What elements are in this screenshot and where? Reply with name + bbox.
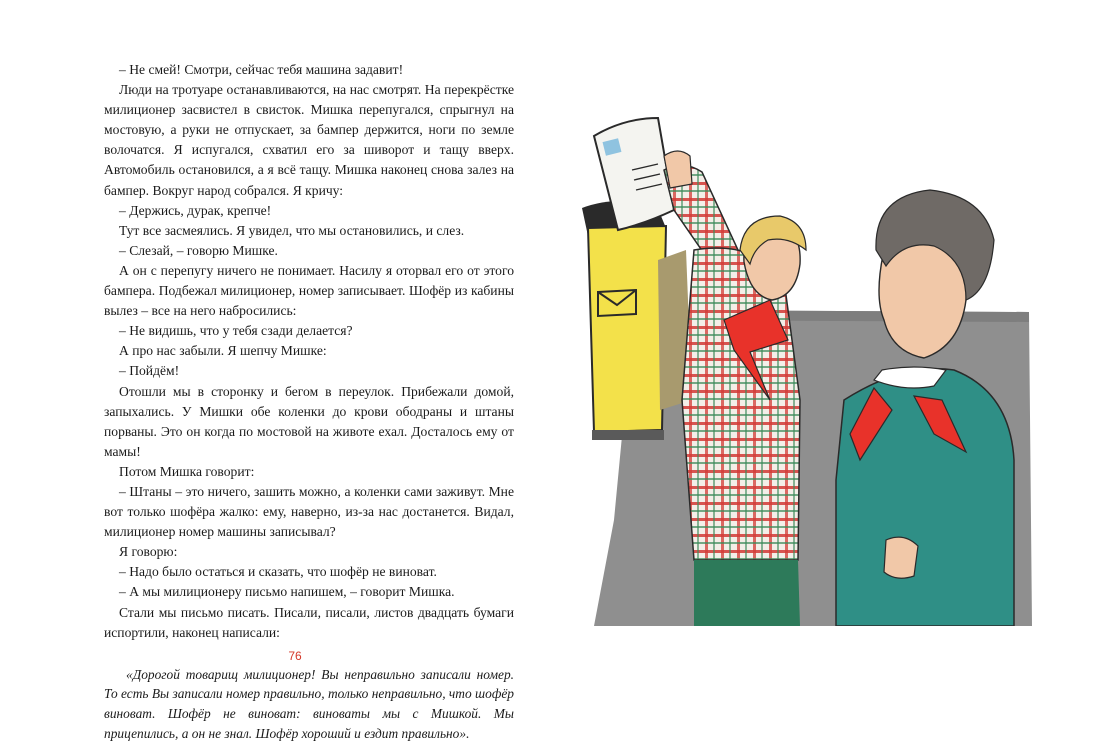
boy-trousers xyxy=(694,560,800,626)
story-paragraph: Люди на тротуаре останавливаются, на нас смотрят. На перекрёстке милиционер засвистел в свисток. Мишка перепугался, спрыгнул на мостовую, а руки не отпускает, за бампер держится, ноги по земле волочатся. Я испугался, схватил его за шиворот и тащу вверх. Автомобиль остановился, а я всё тащу. Мишка наконец снова залез на бампер. Вокруг народ собрался. Я кричу: xyxy=(104,82,514,198)
mailbox-icon xyxy=(588,226,666,432)
story-paragraph: – Держись, дурак, крепче! xyxy=(119,202,272,218)
story-paragraph: Я говорю: xyxy=(119,544,178,560)
story-paragraph: – А мы милиционеру письмо напишем, – говорит Мишка. xyxy=(119,584,455,600)
story-paragraph: – Не смей! Смотри, сейчас тебя машина задавит! xyxy=(119,62,404,77)
story-paragraph: Отошли мы в сторонку и бегом в переулок. Прибежали домой, запыхались. У Мишки обе коленки до крови ободраны и штаны порваны. Это он когда по мостовой на животе ехал. Досталось ему от мамы! xyxy=(104,383,514,459)
page-number: 76 xyxy=(288,649,302,663)
letter-text: «Дорогой товарищ милиционер! Вы неправильно записали номер. То есть Вы записали номер правильно, только неправильно, что шофёр виноват. Шофёр не виноват: виноваты мы с Мишкой. Мы прицепились, а он не знал. Шофёр хороший и ездит правильно». xyxy=(104,666,514,741)
story-paragraph: – Пойдём! xyxy=(119,363,180,379)
story-paragraph: Тут все засмеялись. Я увидел, что мы остановились, и слез. xyxy=(119,222,465,238)
story-paragraph: – Не видишь, что у тебя сзади делается? xyxy=(119,323,353,339)
story-paragraph: – Надо было остаться и сказать, что шофёр не виноват. xyxy=(119,564,437,580)
story-paragraph: – Слезай, – говорю Мишке. xyxy=(119,242,278,258)
story-text-column xyxy=(104,60,514,743)
story-paragraph: А он с перепугу ничего не понимает. Насилу я оторвал его от этого бампера. Подбежал милиционер, номер записывает. Шофёр из кабины вылез – все на него набросились: xyxy=(104,262,514,319)
older-boy-hand xyxy=(884,537,918,578)
story-paragraph: А про нас забыли. Я шепчу Мишке: xyxy=(119,343,327,359)
illustration xyxy=(574,100,1032,626)
story-paragraph: Стали мы письмо писать. Писали, писали, листов двадцать бумаги испортили, наконец написали: xyxy=(104,604,514,640)
letter-block xyxy=(104,665,514,743)
story-paragraph: Потом Мишка говорит: xyxy=(119,463,255,479)
illustration-drawing xyxy=(574,100,1032,626)
story-paragraph: – Штаны – это ничего, зашить можно, а коленки сами заживут. Мне вот только шофёра жалко: ему, наверно, из-за нас достанется. Видал, милиционер номер машины записывал? xyxy=(104,483,514,540)
